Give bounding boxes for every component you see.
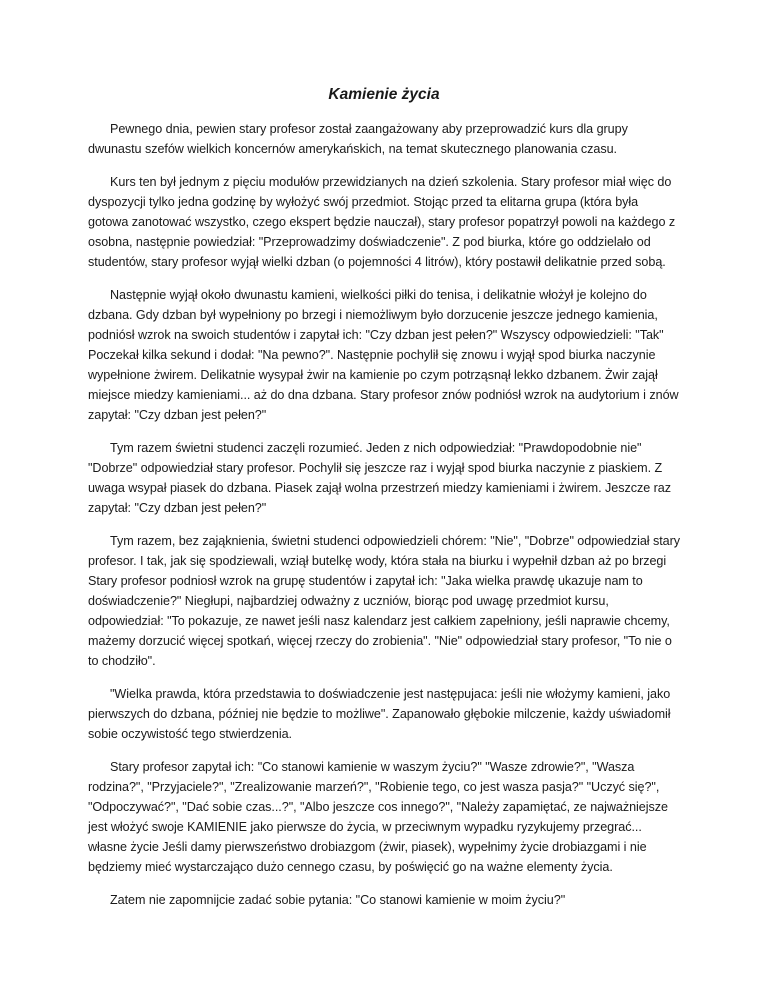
paragraph-5: Tym razem, bez zająknienia, świetni studenci odpowiedzieli chórem: "Nie", "Dobrze" odpowiedział stary profesor. I tak, jak się spodziewali, wziął butelkę wody, która stała na biurku i wypełnił dzban aż po brzegi Stary profesor podniosł wzrok na grupę studentów i zapytał ich: "Jaka wielka prawdę ukazuje nam to doświadczenie?" Niegłupi, najbardziej odważny z uczniów, biorąc pod uwagę przedmiot kursu, odpowiedział: "To pokazuje, ze nawet jeśli nasz kalendarz jest całkiem zapełniony, jeśli naprawie chcemy, mażemy dorzucić więcej spotkań, więcej rzeczy do zrobienia". "Nie" odpowiedział stary profesor, "To nie o to chodziło". [88, 534, 681, 668]
paragraph-7: Stary profesor zapytał ich: "Co stanowi kamienie w waszym życiu?" "Wasze zdrowie?", "Wasza rodzina?", "Przyjaciele?", "Zrealizowanie marzeń?", "Robienie tego, co jest wasza pasja?" "Uczyć się?", "Odpoczywać?", "Dać sobie czas...?", "Albo jeszcze cos innego?", "Należy zapamiętać, ze najważniejsze jest włożyć swoje KAMIENIE jako pierwsze do życia, w przeciwnym wypadku ryzykujemy przegrać... własne życie Jeśli damy pierwszeństwo drobiazgom (żwir, piasek), wypełnimy życie drobiazgami i nie będziemy mieć wystarczająco dużo cennego czasu, by poświęcić go na ważne elementy życia. [88, 760, 668, 874]
paragraph-1: Pewnego dnia, pewien stary profesor został zaangażowany aby przeprowadzić kurs dla grupy dwunastu szefów wielkich koncernów amerykańskich, na temat skutecznego planowania czasu. [88, 122, 628, 156]
paragraph-4: Tym razem świetni studenci zaczęli rozumieć. Jeden z nich odpowiedział: "Prawdopodobnie nie" "Dobrze" odpowiedział stary profesor. Pochylił się jeszcze raz i wyjął spod biurka naczynie z piaskiem. Z uwaga wsypał piasek do dzbana. Piasek zajął wolna przestrzeń miedzy kamieniami i żwirem. Jeszcze raz zapytał: "Czy dzban jest pełen?" [88, 441, 671, 515]
paragraph-8: Zatem nie zapomnijcie zadać sobie pytania: "Co stanowi kamienie w moim życiu?" [110, 893, 566, 907]
paragraph-6: "Wielka prawda, która przedstawia to doświadczenie jest następujaca: jeśli nie włożymy kamieni, jako pierwszych do dzbana, później nie będzie to możliwe". Zapanowało głębokie milczenie, każdy uświadomił sobie oczywistość tego stwierdzenia. [88, 687, 671, 741]
page-title: Kamienie życia [328, 86, 440, 103]
paragraph-3: Następnie wyjął około dwunastu kamieni, wielkości piłki do tenisa, i delikatnie włożył je kolejno do dzbana. Gdy dzban był wypełniony po brzegi i niemożliwym było dorzucenie jeszcze jednego kamienia, podniósł wzrok na swoich studentów i zapytał ich: "Czy dzban jest pełen?" Wszyscy odpowiedzieli: "Tak" Poczekał kilka sekund i dodał: "Na pewno?". Następnie pochylił się znowu i wyjął spod biurka naczynie wypełnione żwirem. Delikatnie wysypał żwir na kamienie po czym potrząsnął lekko dzbanem. Żwir zajął miejsce miedzy kamieniami... aż do dna dzbana. Stary profesor znów podniósł wzrok na audytorium i znów zapytał: "Czy dzban jest pełen?" [88, 288, 679, 422]
document-body [88, 84, 680, 923]
paragraph-2: Kurs ten był jednym z pięciu modułów przewidzianych na dzień szkolenia. Stary profesor miał więc do dyspozycji tylko jedna godzinę by wyłożyć swój przedmiot. Stojąc przed ta elitarna grupa (która była gotowa zanotować wszystko, czego ekspert będzie nauczał), stary profesor popatrzył powoli na każdego z osobna, następnie powiedział: "Przeprowadzimy doświadczenie". Z pod biurka, które go oddzielało od studentów, stary profesor wyjął wielki dzban (o pojemności 4 litrów), który postawił delikatnie przed sobą. [88, 175, 676, 269]
